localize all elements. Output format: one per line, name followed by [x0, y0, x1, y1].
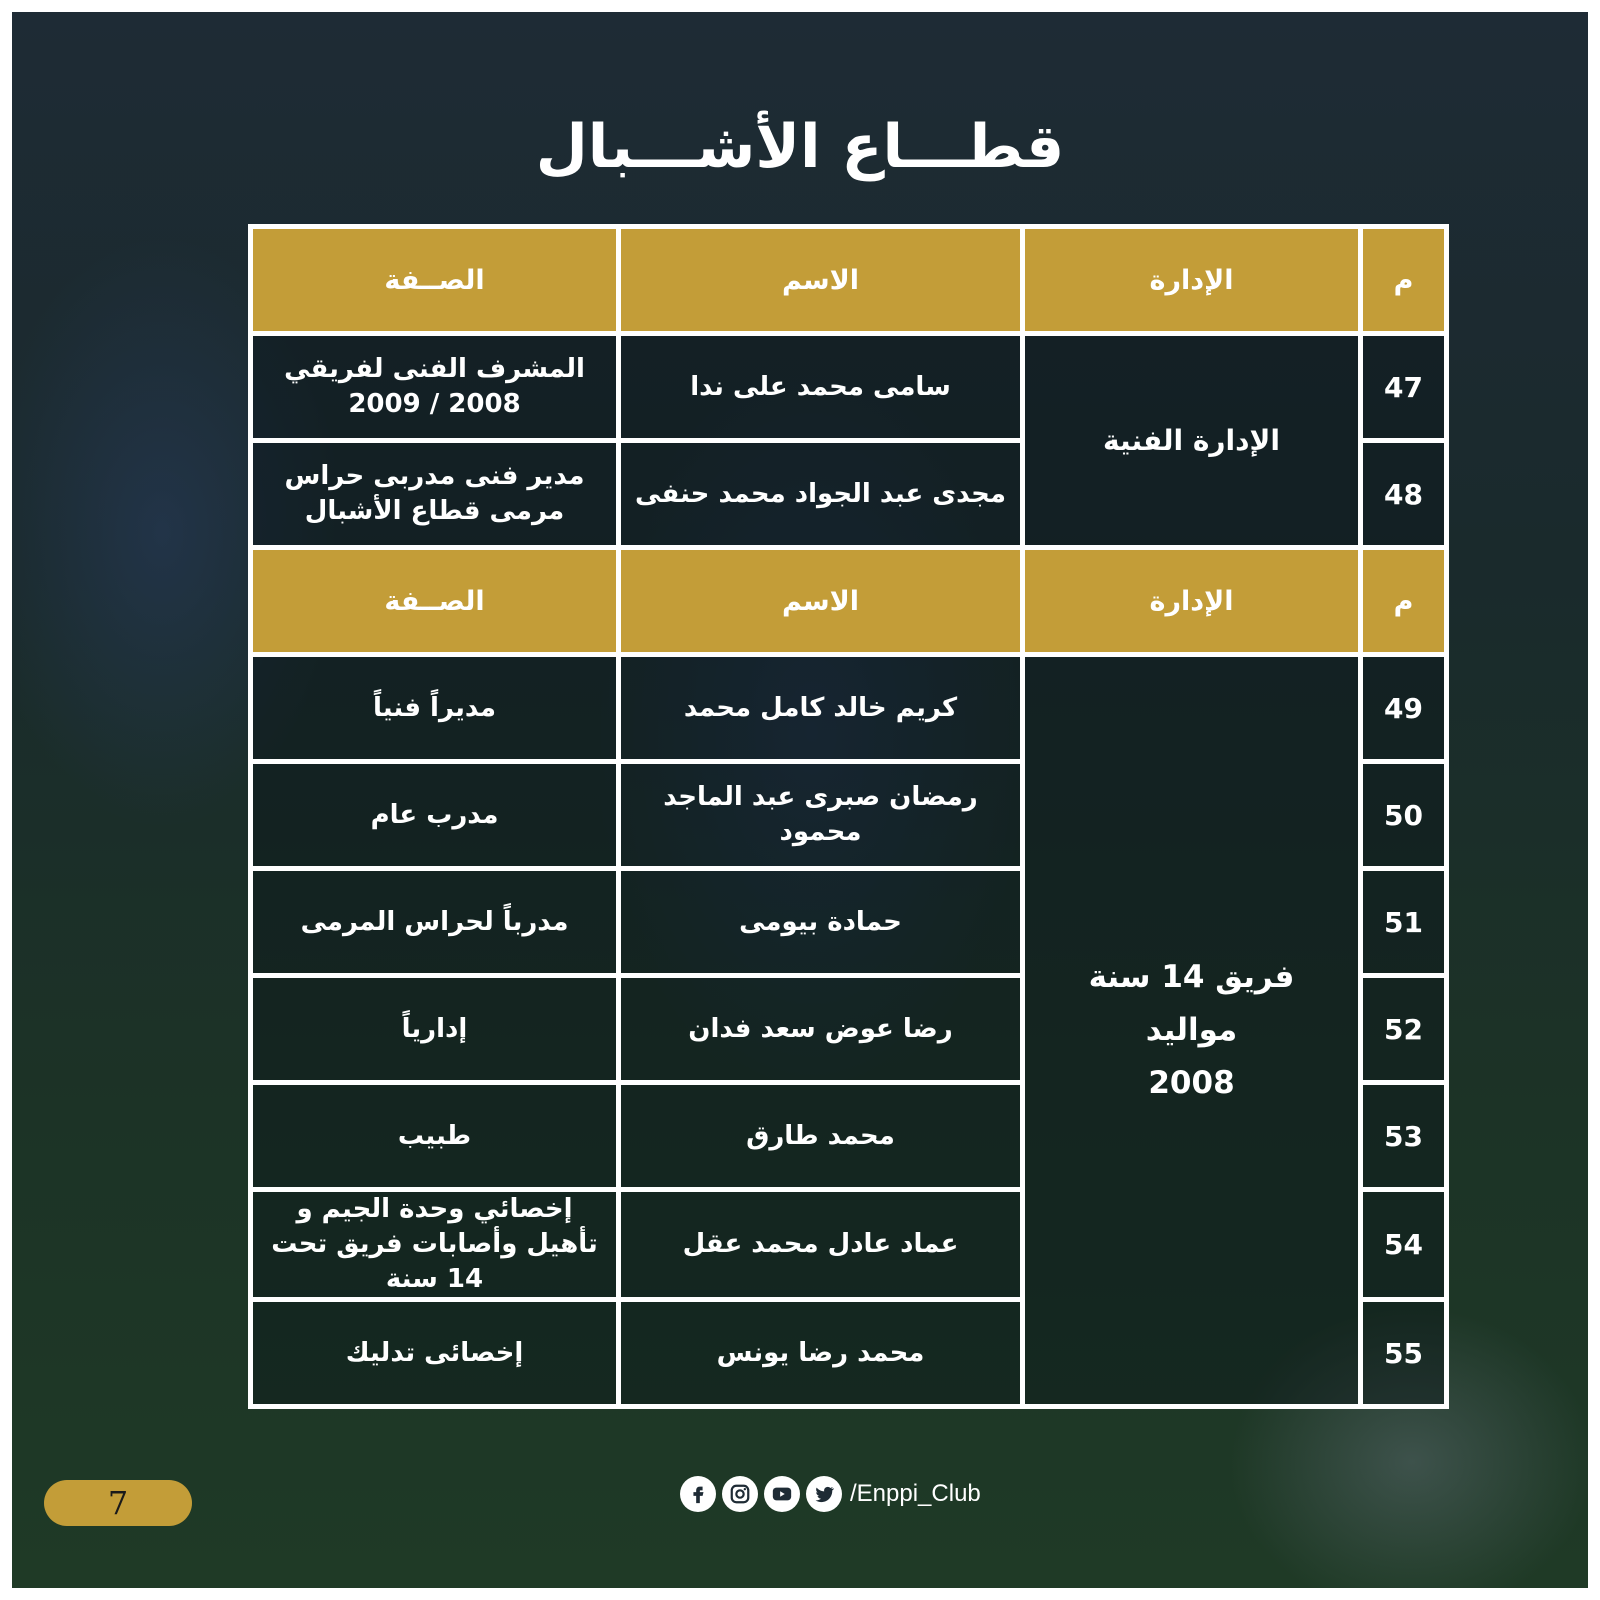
- facebook-icon[interactable]: [680, 1476, 716, 1512]
- header-role: الصــفة: [251, 227, 619, 334]
- header-department: الإدارة: [1023, 548, 1361, 655]
- social-links: [680, 1474, 981, 1514]
- header-department: الإدارة: [1023, 227, 1361, 334]
- department-line: مواليد: [1145, 1012, 1238, 1048]
- social-handle[interactable]: /Enppi_Club: [850, 1480, 981, 1507]
- instagram-icon[interactable]: [722, 1476, 758, 1512]
- row-number: 47: [1361, 334, 1447, 441]
- member-role: مدير فنى مدربى حراس مرمى قطاع الأشبال: [251, 441, 619, 548]
- youtube-icon[interactable]: [764, 1476, 800, 1512]
- header-num: م: [1361, 227, 1447, 334]
- department-cell: الإدارة الفنية: [1023, 334, 1361, 548]
- row-number: 49: [1361, 655, 1447, 762]
- row-number: 55: [1361, 1300, 1447, 1407]
- twitter-icon[interactable]: [806, 1476, 842, 1512]
- table-row: [251, 334, 1447, 441]
- row-number: 54: [1361, 1190, 1447, 1300]
- member-name: عماد عادل محمد عقل: [619, 1190, 1023, 1300]
- department-line: فريق 14 سنة: [1088, 959, 1295, 995]
- header-name: الاسم: [619, 548, 1023, 655]
- member-role: المشرف الفنى لفريقي 2008 / 2009: [251, 334, 619, 441]
- member-name: حمادة بيومى: [619, 869, 1023, 976]
- table-header-row: [251, 548, 1447, 655]
- row-number: 51: [1361, 869, 1447, 976]
- department-cell: [1023, 655, 1361, 1407]
- page-title: قطـــاع الأشـــبال: [535, 112, 1065, 182]
- page-number-badge: 7: [44, 1480, 192, 1526]
- member-name: رمضان صبرى عبد الماجد محمود: [619, 762, 1023, 869]
- table-row: [251, 655, 1447, 762]
- member-name: رضا عوض سعد فدان: [619, 976, 1023, 1083]
- department-line: 2008: [1148, 1065, 1235, 1101]
- member-role: مدرباً لحراس المرمى: [251, 869, 619, 976]
- row-number: 50: [1361, 762, 1447, 869]
- header-num: م: [1361, 548, 1447, 655]
- header-role: الصــفة: [251, 548, 619, 655]
- row-number: 48: [1361, 441, 1447, 548]
- member-name: مجدى عبد الجواد محمد حنفى: [619, 441, 1023, 548]
- member-name: محمد رضا يونس: [619, 1300, 1023, 1407]
- member-role: إخصائى تدليك: [251, 1300, 619, 1407]
- page-frame: [12, 12, 1588, 1588]
- row-number: 52: [1361, 976, 1447, 1083]
- member-name: محمد طارق: [619, 1083, 1023, 1190]
- member-name: سامى محمد على ندا: [619, 334, 1023, 441]
- member-role: مديراً فنياً: [251, 655, 619, 762]
- member-role: مدرب عام: [251, 762, 619, 869]
- header-name: الاسم: [619, 227, 1023, 334]
- member-name: كريم خالد كامل محمد: [619, 655, 1023, 762]
- member-role: إدارياً: [251, 976, 619, 1083]
- table-header-row: [251, 227, 1447, 334]
- member-role: إخصائي وحدة الجيم و تأهيل وأصابات فريق تحت 14 سنة: [251, 1190, 619, 1300]
- row-number: 53: [1361, 1083, 1447, 1190]
- member-role: طبيب: [251, 1083, 619, 1190]
- roster-table: [248, 224, 1449, 1409]
